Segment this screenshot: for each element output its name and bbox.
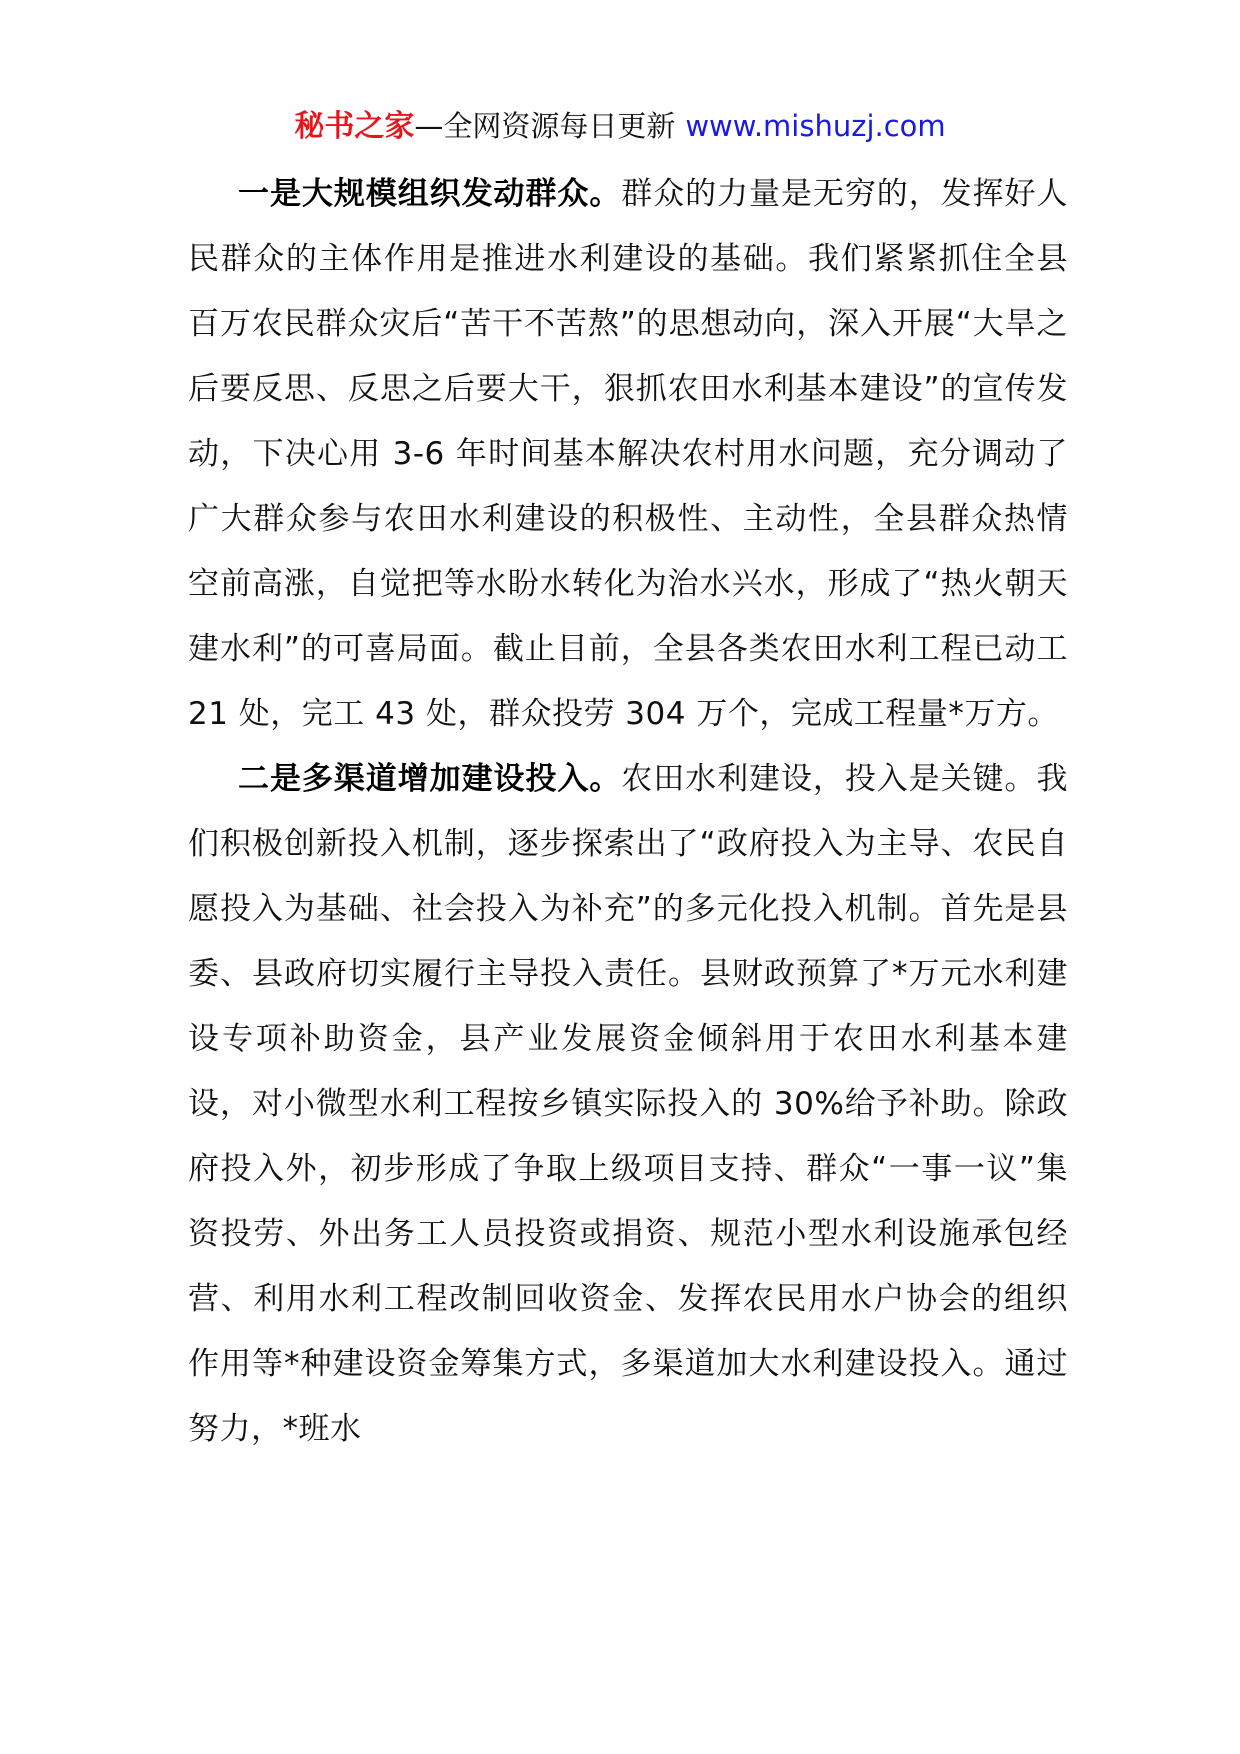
paragraph-1-text: 群众的力量是无穷的，发挥好人民群众的主体作用是推进水利建设的基础。我们紧紧抓住全县百万农民群众灾后“苦干不苦熬”的思想动向，深入开展“大旱之后要反思、反思之后要大干，狠抓农田水利基本建设”的宣传发动，下决心用 3-6 年时间基本解决农村用水问题，充分调动了广大群众参与农田水利建设的积极性、主动性，全县群众热情空前高涨，自觉把等水盼水转化为治水兴水，形成了“热火朝天建水利”的可喜局面。截止目前，全县各类农田水利工程已动工 21 处，完工 43 处，群众投劳 304 万个，完成工程量*万方。 — [188, 176, 1068, 732]
document-body — [188, 162, 1068, 1462]
paragraph-2-text: 农田水利建设，投入是关键。我们积极创新投入机制，逐步探索出了“政府投入为主导、农民自愿投入为基础、社会投入为补充”的多元化投入机制。首先是县委、县政府切实履行主导投入责任。县财政预算了*万元水利建设专项补助资金，县产业发展资金倾斜用于农田水利基本建设，对小微型水利工程按乡镇实际投入的 30%给予补助。除政府投入外，初步形成了争取上级项目支持、群众“一事一议”集资投劳、外出务工人员投资或捐资、规范小型水利设施承包经营、利用水利工程改制回收资金、发挥农民用水户协会的组织作用等*种建设资金筹集方式，多渠道加大水利建设投入。通过努力，*班水 — [188, 761, 1068, 1447]
website-url[interactable]: www.mishuzj.com — [685, 109, 946, 143]
paragraph-2 — [188, 747, 1068, 1462]
page-header — [0, 104, 1240, 149]
paragraph-1-heading: 一是大规模组织发动群众。 — [238, 176, 622, 212]
paragraph-1 — [188, 162, 1068, 747]
header-tagline: —全网资源每日更新 — [414, 109, 676, 143]
paragraph-2-heading: 二是多渠道增加建设投入。 — [238, 761, 622, 797]
brand-name: 秘书之家 — [294, 109, 415, 144]
